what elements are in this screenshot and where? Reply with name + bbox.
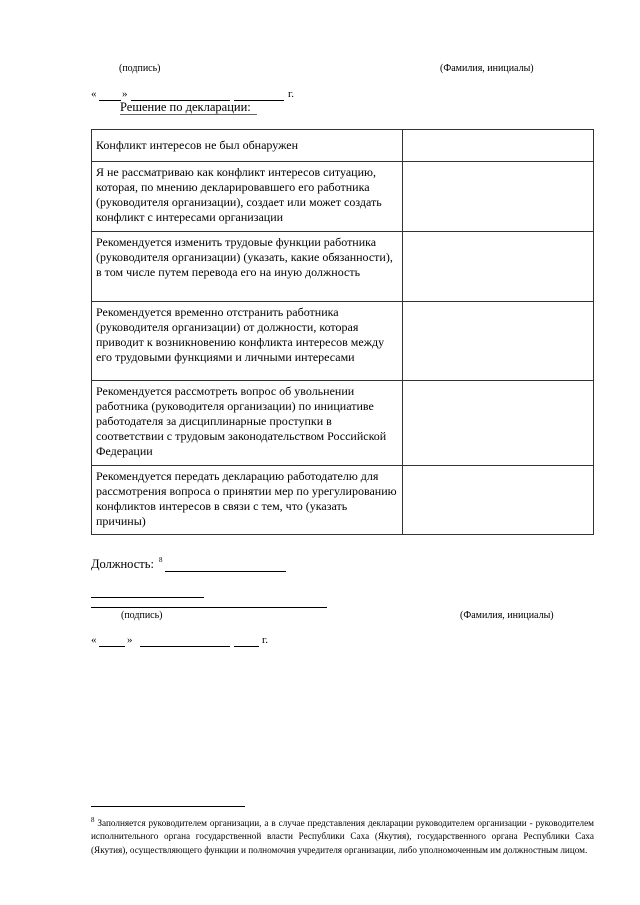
- decision-row: [92, 466, 594, 535]
- bottom-date-year-suffix: г.: [262, 634, 269, 646]
- position-footnote-ref: 8: [159, 556, 163, 564]
- position-label: Должность:: [91, 557, 154, 571]
- footnote-text: Заполняется руководителем организации, а в случае представления декларации руководителем организации - руководителем исполнительного органа государственной власти Республики Саха (Якутия), государственного органа Республики Саха (Якутия), осуществляющего функции и полномочия учредителя организации, либо уполномоченным им должностным лицом.: [91, 818, 594, 855]
- top-date-close-quote: »: [122, 88, 128, 100]
- decision-option-text: Рекомендуется изменить трудовые функции работника (руководителя организации) (указать, какие обязанности), в том числе путем перевода его на иную должность: [92, 232, 403, 302]
- decision-mark-cell[interactable]: [403, 130, 594, 162]
- decision-row: [92, 130, 594, 162]
- bottom-name-label: (Фамилия, инициалы): [460, 610, 554, 621]
- decision-row: [92, 381, 594, 466]
- position-field[interactable]: [165, 571, 286, 572]
- bottom-date-day-field[interactable]: [99, 646, 125, 647]
- decision-mark-cell[interactable]: [403, 466, 594, 535]
- decision-option-text: Конфликт интересов не был обнаружен: [92, 130, 403, 162]
- decision-option-text: Рекомендуется передать декларацию работодателю для рассмотрения вопроса о принятии мер по урегулированию конфликтов интересов в связи с тем, что (указать причины): [92, 466, 403, 535]
- bottom-signature-line-short[interactable]: [91, 597, 204, 598]
- top-signature-label: (подпись): [119, 63, 161, 74]
- top-date-year-suffix: г.: [288, 88, 295, 100]
- decision-mark-cell[interactable]: [403, 302, 594, 381]
- bottom-date-open-quote: «: [91, 634, 97, 646]
- decision-mark-cell[interactable]: [403, 162, 594, 232]
- decision-option-text: Рекомендуется рассмотреть вопрос об увольнении работника (руководителя организации) по инициативе работодателя за дисциплинарные проступки в соответствии с трудовым законодательством Российской Федерации: [92, 381, 403, 466]
- decision-option-text: Рекомендуется временно отстранить работника (руководителя организации) от должности, которая приводит к возникновению конфликта интересов между его трудовыми функциями и личными интересами: [92, 302, 403, 381]
- decision-table: [91, 129, 594, 535]
- decision-option-text: Я не рассматриваю как конфликт интересов ситуацию, которая, по мнению декларировавшего его работника (руководителя организации), создает или может создать конфликт с интересами организации: [92, 162, 403, 232]
- bottom-signature-label: (подпись): [121, 610, 163, 621]
- footnote-separator: [91, 806, 245, 807]
- bottom-date-month-field[interactable]: [140, 646, 230, 647]
- bottom-date-close-quote: »: [127, 634, 133, 646]
- top-date-open-quote: «: [91, 88, 97, 100]
- footnote: [91, 814, 594, 857]
- decision-row: [92, 162, 594, 232]
- footnote-number: 8: [91, 816, 95, 824]
- top-date-day-field[interactable]: [99, 100, 121, 101]
- decision-heading-underline: [120, 114, 257, 115]
- decision-heading: Решение по декларации:: [120, 100, 251, 114]
- bottom-date-year-field[interactable]: [234, 646, 259, 647]
- decision-row: [92, 232, 594, 302]
- top-name-label: (Фамилия, инициалы): [440, 63, 534, 74]
- bottom-signature-line-long[interactable]: [91, 607, 327, 608]
- decision-row: [92, 302, 594, 381]
- decision-mark-cell[interactable]: [403, 232, 594, 302]
- decision-mark-cell[interactable]: [403, 381, 594, 466]
